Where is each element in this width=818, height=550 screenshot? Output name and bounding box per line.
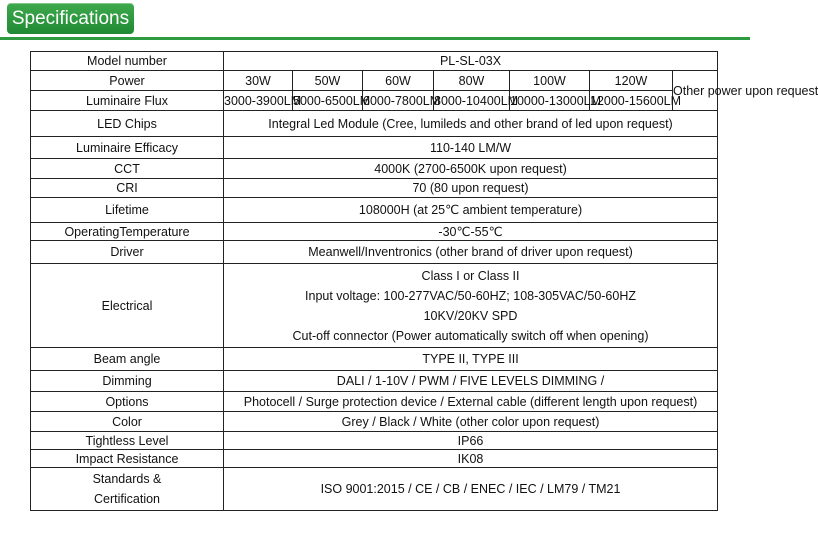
row-beam-angle [31, 348, 718, 371]
row-luminaire-efficacy [31, 137, 718, 159]
row-lifetime [31, 198, 718, 223]
row-label: CCT [31, 159, 224, 179]
row-label: Impact Resistance [31, 450, 224, 468]
section-title: Specifications [11, 8, 130, 29]
flux-cell: 3000-3900LM [224, 91, 293, 111]
row-operating-temperature [31, 223, 718, 241]
row-impact-resistance [31, 450, 718, 468]
row-value: Meanwell/Inventronics (other brand of driver upon request) [224, 241, 718, 264]
row-label: OperatingTemperature [31, 223, 224, 241]
row-power [31, 71, 718, 91]
power-cell: 80W [434, 71, 510, 91]
row-label: Driver [31, 241, 224, 264]
row-led-chips [31, 111, 718, 137]
flux-cell: 6000-7800LM [363, 91, 434, 111]
electrical-line: 10KV/20KV SPD [423, 308, 518, 323]
row-driver [31, 241, 718, 264]
row-electrical [31, 264, 718, 348]
row-dimming [31, 371, 718, 392]
power-cell: 30W [224, 71, 293, 91]
electrical-line: Input voltage: 100-277VAC/50-60HZ; 108-305VAC/50-60HZ [305, 288, 636, 303]
row-label: Model number [31, 52, 224, 71]
row-value: PL-SL-03X [224, 52, 718, 71]
row-standards-certification [31, 468, 718, 511]
power-cell: 50W [293, 71, 363, 91]
row-label: Beam angle [31, 348, 224, 371]
row-label: Luminaire Efficacy [31, 137, 224, 159]
specifications-table [30, 51, 818, 511]
section-title-tab [7, 3, 134, 34]
row-value: Grey / Black / White (other color upon request) [224, 412, 718, 432]
row-label: Electrical [31, 264, 224, 348]
row-value: TYPE II, TYPE III [224, 348, 718, 371]
row-label-line: Standards & [92, 472, 162, 486]
row-value: IP66 [224, 432, 718, 450]
electrical-line: Class I or Class II [421, 268, 520, 283]
row-value: -30℃-55℃ [224, 223, 718, 241]
row-value [224, 264, 718, 348]
row-options [31, 392, 718, 412]
flux-cell: 5000-6500LM [293, 91, 363, 111]
row-value: Integral Led Module (Cree, lumileds and other brand of led upon request) [224, 111, 718, 137]
row-label: LED Chips [31, 111, 224, 137]
flux-cell: 8000-10400LM [434, 91, 510, 111]
flux-cell: 12000-15600LM [590, 91, 673, 111]
row-value: Photocell / Surge protection device / External cable (different length upon request) [224, 392, 718, 412]
row-label: Tightless Level [31, 432, 224, 450]
row-label [31, 468, 224, 511]
row-label: Color [31, 412, 224, 432]
row-label: Power [31, 71, 224, 91]
row-label: Luminaire Flux [31, 91, 224, 111]
row-label: Dimming [31, 371, 224, 392]
row-tightless-level [31, 432, 718, 450]
power-cell: 100W [510, 71, 590, 91]
row-value: 110-140 LM/W [224, 137, 718, 159]
power-note: Other power upon request [673, 71, 718, 111]
row-label: CRI [31, 179, 224, 198]
electrical-line: Cut-off connector (Power automatically switch off when opening) [292, 328, 649, 343]
row-color [31, 412, 718, 432]
header-divider [0, 37, 750, 40]
row-cri [31, 179, 718, 198]
flux-cell: 10000-13000LM [510, 91, 590, 111]
row-value: IK08 [224, 450, 718, 468]
power-cell: 120W [590, 71, 673, 91]
row-value: 108000H (at 25℃ ambient temperature) [224, 198, 718, 223]
row-luminaire-flux [31, 91, 718, 111]
row-value: 70 (80 upon request) [224, 179, 718, 198]
row-model-number [31, 52, 718, 71]
row-label: Lifetime [31, 198, 224, 223]
row-label: Options [31, 392, 224, 412]
row-cct [31, 159, 718, 179]
row-value: DALI / 1-10V / PWM / FIVE LEVELS DIMMING / [224, 371, 718, 392]
row-value: ISO 9001:2015 / CE / CB / ENEC / IEC / LM79 / TM21 [224, 468, 718, 511]
row-value: 4000K (2700-6500K upon request) [224, 159, 718, 179]
power-cell: 60W [363, 71, 434, 91]
row-label-line: Certification [94, 492, 160, 506]
